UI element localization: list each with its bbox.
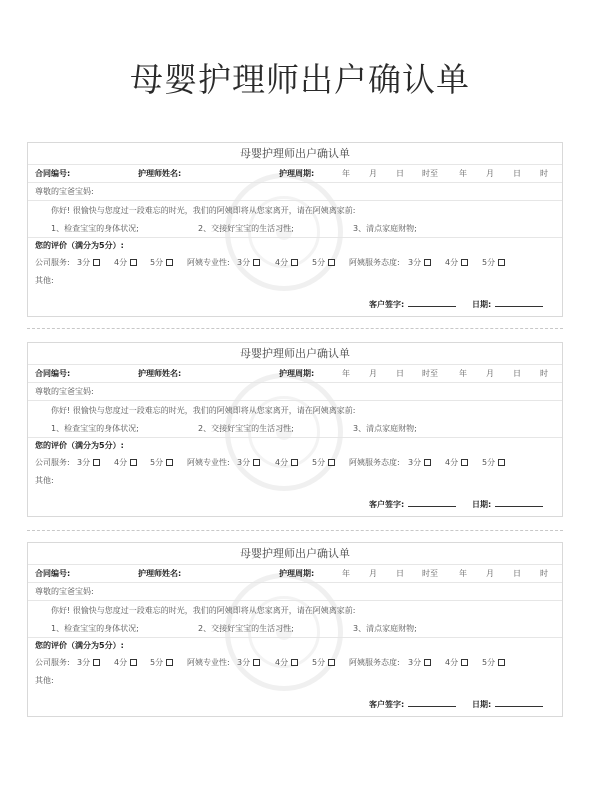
greeting-row <box>28 183 562 201</box>
period-unit: 时 <box>540 369 548 378</box>
form-title: 母婴护理师出户确认单 <box>28 143 562 165</box>
checkbox[interactable] <box>253 459 260 466</box>
rating-title-row <box>28 638 562 654</box>
nurse-name-label: 护理师姓名: <box>138 169 182 178</box>
message-text: 你好! 很愉快与您度过一段难忘的时光，我们的阿姨即将从您家离开，请在阿姨离家前: <box>51 606 356 615</box>
period-unit: 月 <box>486 169 494 178</box>
checkbox[interactable] <box>461 259 468 266</box>
checkbox[interactable] <box>424 259 431 266</box>
period-unit: 月 <box>369 569 377 578</box>
date-field[interactable]: 日期: <box>472 300 543 309</box>
period-unit: 日 <box>396 369 404 378</box>
other-label: 其他: <box>35 676 54 685</box>
contract-no-label: 合同编号: <box>35 569 71 578</box>
customer-signature[interactable]: 客户签字: <box>369 700 456 709</box>
rating-option[interactable]: 3分 <box>237 459 260 467</box>
checkbox[interactable] <box>424 459 431 466</box>
nurse-attitude-label: 阿姨服务态度: <box>349 658 400 667</box>
nurse-attitude-label: 阿姨服务态度: <box>349 458 400 467</box>
checklist-row <box>28 221 562 238</box>
period-unit: 日 <box>513 369 521 378</box>
period-unit: 日 <box>513 569 521 578</box>
checkbox[interactable] <box>130 459 137 466</box>
rating-title: 您的评价（满分为5分）: <box>35 241 124 250</box>
period-unit: 年 <box>459 569 467 578</box>
period-unit: 月 <box>369 369 377 378</box>
nurse-skill-label: 阿姨专业性: <box>187 258 230 267</box>
rating-option[interactable]: 5分 <box>482 259 505 267</box>
rating-option[interactable]: 3分 <box>237 259 260 267</box>
rating-option[interactable]: 5分 <box>150 659 173 667</box>
rating-option[interactable]: 3分 <box>77 459 100 467</box>
period-unit: 时至 <box>422 369 438 378</box>
check-item: 1、检查宝宝的身体状况; <box>51 224 139 233</box>
period-unit: 日 <box>513 169 521 178</box>
checkbox[interactable] <box>291 459 298 466</box>
check-item: 3、清点家庭财物; <box>353 224 417 233</box>
confirmation-form <box>27 342 563 517</box>
nurse-skill-label: 阿姨专业性: <box>187 458 230 467</box>
rating-option[interactable]: 5分 <box>482 659 505 667</box>
checkbox[interactable] <box>498 459 505 466</box>
checkbox[interactable] <box>166 659 173 666</box>
rating-row <box>28 255 562 273</box>
checkbox[interactable] <box>291 659 298 666</box>
checkbox[interactable] <box>328 459 335 466</box>
rating-option[interactable]: 5分 <box>150 459 173 467</box>
checkbox[interactable] <box>461 659 468 666</box>
rating-option[interactable]: 4分 <box>114 259 137 267</box>
rating-option[interactable]: 4分 <box>445 659 468 667</box>
other-row <box>28 273 562 289</box>
check-item: 3、清点家庭财物; <box>353 424 417 433</box>
period-label: 护理周期: <box>279 169 315 178</box>
company-service-label: 公司服务: <box>35 458 70 467</box>
rating-option[interactable]: 4分 <box>275 659 298 667</box>
other-label: 其他: <box>35 476 54 485</box>
checklist-row <box>28 421 562 438</box>
message-text: 你好! 很愉快与您度过一段难忘的时光，我们的阿姨即将从您家离开，请在阿姨离家前: <box>51 206 356 215</box>
cut-line <box>27 328 563 329</box>
period-unit: 月 <box>369 169 377 178</box>
rating-option[interactable]: 4分 <box>114 659 137 667</box>
checkbox[interactable] <box>461 459 468 466</box>
greeting: 尊敬的宝爸宝妈: <box>35 387 94 396</box>
rating-option[interactable]: 4分 <box>114 459 137 467</box>
nurse-skill-label: 阿姨专业性: <box>187 658 230 667</box>
rating-option[interactable]: 5分 <box>312 659 335 667</box>
message-row <box>28 201 562 221</box>
confirmation-form <box>27 542 563 717</box>
checkbox[interactable] <box>328 259 335 266</box>
info-row <box>28 165 562 183</box>
period-unit: 月 <box>486 369 494 378</box>
period-unit: 年 <box>342 369 350 378</box>
signature-row <box>28 696 562 712</box>
period-unit: 时 <box>540 169 548 178</box>
period-unit: 日 <box>396 569 404 578</box>
other-row <box>28 673 562 689</box>
period-unit: 时 <box>540 569 548 578</box>
period-unit: 年 <box>459 169 467 178</box>
message-row <box>28 601 562 621</box>
form-title: 母婴护理师出户确认单 <box>28 343 562 365</box>
customer-signature[interactable]: 客户签字: <box>369 300 456 309</box>
page-title: 母婴护理师出户确认单 <box>130 60 470 99</box>
cut-line <box>27 530 563 531</box>
checkbox[interactable] <box>291 259 298 266</box>
checkbox[interactable] <box>166 459 173 466</box>
rating-option[interactable]: 4分 <box>445 259 468 267</box>
check-item: 1、检查宝宝的身体状况; <box>51 424 139 433</box>
rating-option[interactable]: 5分 <box>150 259 173 267</box>
checkbox[interactable] <box>130 659 137 666</box>
rating-title-row <box>28 238 562 254</box>
checkbox[interactable] <box>424 659 431 666</box>
check-item: 2、交接好宝宝的生活习性; <box>198 424 294 433</box>
period-unit: 年 <box>342 169 350 178</box>
check-item: 2、交接好宝宝的生活习性; <box>198 624 294 633</box>
greeting-row <box>28 383 562 401</box>
company-service-label: 公司服务: <box>35 258 70 267</box>
form-title: 母婴护理师出户确认单 <box>28 543 562 565</box>
rating-option[interactable]: 3分 <box>237 659 260 667</box>
nurse-name-label: 护理师姓名: <box>138 569 182 578</box>
checkbox[interactable] <box>253 659 260 666</box>
check-item: 3、清点家庭财物; <box>353 624 417 633</box>
rating-title: 您的评价（满分为5分）: <box>35 441 124 450</box>
checkbox[interactable] <box>93 259 100 266</box>
signature-row <box>28 496 562 512</box>
date-field[interactable]: 日期: <box>472 500 543 509</box>
greeting: 尊敬的宝爸宝妈: <box>35 187 94 196</box>
period-label: 护理周期: <box>279 369 315 378</box>
signature-row <box>28 296 562 312</box>
other-row <box>28 473 562 489</box>
info-row <box>28 565 562 583</box>
checkbox[interactable] <box>93 459 100 466</box>
company-service-label: 公司服务: <box>35 658 70 667</box>
rating-option[interactable]: 3分 <box>408 459 431 467</box>
period-unit: 时至 <box>422 169 438 178</box>
check-item: 1、检查宝宝的身体状况; <box>51 624 139 633</box>
other-label: 其他: <box>35 276 54 285</box>
period-label: 护理周期: <box>279 569 315 578</box>
checkbox[interactable] <box>93 659 100 666</box>
confirmation-form <box>27 142 563 317</box>
period-unit: 年 <box>459 369 467 378</box>
period-unit: 年 <box>342 569 350 578</box>
rating-row <box>28 455 562 473</box>
message-row <box>28 401 562 421</box>
greeting: 尊敬的宝爸宝妈: <box>35 587 94 596</box>
nurse-attitude-label: 阿姨服务态度: <box>349 258 400 267</box>
rating-option[interactable]: 3分 <box>408 259 431 267</box>
customer-signature[interactable]: 客户签字: <box>369 500 456 509</box>
message-text: 你好! 很愉快与您度过一段难忘的时光，我们的阿姨即将从您家离开，请在阿姨离家前: <box>51 406 356 415</box>
checkbox[interactable] <box>328 659 335 666</box>
checkbox[interactable] <box>253 259 260 266</box>
rating-title-row <box>28 438 562 454</box>
rating-title: 您的评价（满分为5分）: <box>35 641 124 650</box>
rating-option[interactable]: 3分 <box>77 659 100 667</box>
rating-option[interactable]: 4分 <box>445 459 468 467</box>
rating-option[interactable]: 4分 <box>275 259 298 267</box>
rating-option[interactable]: 4分 <box>275 459 298 467</box>
checkbox[interactable] <box>130 259 137 266</box>
rating-option[interactable]: 5分 <box>312 459 335 467</box>
contract-no-label: 合同编号: <box>35 169 71 178</box>
period-unit: 日 <box>396 169 404 178</box>
checklist-row <box>28 621 562 638</box>
date-field[interactable]: 日期: <box>472 700 543 709</box>
nurse-name-label: 护理师姓名: <box>138 369 182 378</box>
rating-option[interactable]: 5分 <box>482 459 505 467</box>
checkbox[interactable] <box>498 659 505 666</box>
checkbox[interactable] <box>498 259 505 266</box>
check-item: 2、交接好宝宝的生活习性; <box>198 224 294 233</box>
contract-no-label: 合同编号: <box>35 369 71 378</box>
rating-row <box>28 655 562 673</box>
rating-option[interactable]: 3分 <box>408 659 431 667</box>
period-unit: 时至 <box>422 569 438 578</box>
period-unit: 月 <box>486 569 494 578</box>
greeting-row <box>28 583 562 601</box>
info-row <box>28 365 562 383</box>
rating-option[interactable]: 3分 <box>77 259 100 267</box>
checkbox[interactable] <box>166 259 173 266</box>
rating-option[interactable]: 5分 <box>312 259 335 267</box>
